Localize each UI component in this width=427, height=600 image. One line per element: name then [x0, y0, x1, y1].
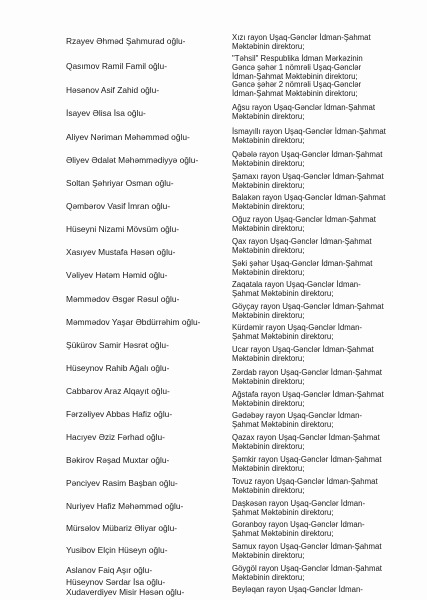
position-description: Zaqatala rayon Uşaq-Gənclər İdman- Şahmat Məktəbinin direktoru; — [232, 280, 361, 298]
person-name: Hüseyni Nizami Mövsüm oğlu- — [66, 224, 180, 234]
person-name: Fərzəliyev Abbas Hafiz oğlu- — [66, 409, 173, 419]
position-description: Balakən rayon Uşaq-Gənclər İdman-Şahmat Məktəbinin direktoru; — [232, 193, 386, 211]
position-description: Zərdab rayon Uşaq-Gənclər İdman-Şahmat Məktəbinin direktoru; — [232, 368, 382, 386]
person-name: Aslanov Faiq Aşır oğlu- — [66, 565, 153, 575]
position-description: Samux rayon Uşaq-Gənclər İdman-Şahmat Məktəbinin direktoru; — [232, 542, 382, 560]
person-name: Hüseynov Sərdar İsa oğlu- — [66, 577, 166, 587]
person-name: Rzayev Əhməd Şahmurad oğlu- — [66, 36, 186, 46]
position-description: Göygöl rayon Uşaq-Gənclər İdman-Şahmat Məktəbinin direktoru; — [232, 564, 382, 582]
position-description: Qazax rayon Uşaq-Gənclər İdman-Şahmat Məktəbinin direktoru; — [232, 433, 380, 451]
position-description: İsmayıllı rayon Uşaq-Gənclər İdman-Şahmat Məktəbinin direktoru; — [232, 127, 386, 145]
person-name: Məmmədov Yaşar Əbdürrəhim oğlu- — [66, 317, 201, 327]
position-description: Gədəbəy rayon Uşaq-Gənclər İdman- Şahmat Məktəbinin direktoru; — [232, 411, 363, 429]
person-name: Cabbarov Araz Alqayıt oğlu- — [66, 386, 170, 396]
position-description: "Təhsil" Respublika İdman Mərkəzinin Gəncə şəhər 1 nömrəli Uşaq-Gənclər İdman-Şahmat Məktəbinin direktoru; — [232, 54, 363, 81]
person-name: Məmmədov Əsgər Rəsul oğlu- — [66, 294, 180, 304]
position-description: Şamaxı rayon Uşaq-Gənclər İdman-Şahmat Məktəbinin direktoru; — [232, 172, 384, 190]
person-name: Qasımov Ramil Famil oğlu- — [66, 61, 167, 71]
person-name: Hüseynov Rahib Ağalı oğlu- — [66, 363, 170, 373]
person-name: Yusibov Elçin Hüseyn oğlu- — [66, 545, 168, 555]
person-name: Şükürov Samir Həsrət oğlu- — [66, 340, 169, 350]
person-name: Soltan Şəhriyar Osman oğlu- — [66, 178, 174, 188]
position-description: Ağstafa rayon Uşaq-Gənclər İdman-Şahmat Məktəbinin direktoru; — [232, 390, 384, 408]
position-description: Gəncə şəhər 2 nömrəli Uşaq-Gənclər İdman-Şahmat Məktəbinin direktoru; — [232, 80, 362, 98]
position-description: Xızı rayon Uşaq-Gənclər İdman-Şahmat Məktəbinin direktoru; — [232, 33, 371, 51]
position-description: Şəki şəhər Uşaq-Gənclər İdman-Şahmat Məktəbinin direktoru; — [232, 259, 373, 277]
position-description: Göyçay rayon Uşaq-Gənclər İdman-Şahmat Məktəbinin direktoru; — [232, 302, 384, 320]
position-description: Tovuz rayon Uşaq-Gənclər İdman-Şahmat Məktəbinin direktoru; — [232, 477, 378, 495]
person-name: Bəkirov Rəşad Muxtar oğlu- — [66, 455, 170, 465]
person-name: Əliyev Ədalət Məhəmmədiyyə oğlu- — [66, 155, 199, 165]
position-description: Qax rayon Uşaq-Gənclər İdman-Şahmat Məktəbinin direktoru; — [232, 237, 372, 255]
person-name: İsayev Əlisa İsa oğlu- — [66, 108, 146, 118]
person-name: Həsənov Asif Zahid oğlu- — [66, 85, 160, 95]
position-description: Goranboy rayon Uşaq-Gənclər İdman- Şahmat Məktəbinin direktoru; — [232, 520, 365, 538]
person-name: Nuriyev Hafiz Məhəmməd oğlu- — [66, 501, 184, 511]
position-description: Ucar rayon Uşaq-Gənclər İdman-Şahmat Məktəbinin direktoru; — [232, 345, 374, 363]
person-name: Pənciyev Rasim Başban oğlu- — [66, 478, 178, 488]
person-name: Xasıyev Mustafa Həsən oğlu- — [66, 247, 176, 257]
position-description: Kürdəmir rayon Uşaq-Gənclər İdman- Şahmat Məktəbinin direktoru; — [232, 323, 362, 341]
person-name: Vəliyev Hətəm Həmid oğlu- — [66, 270, 168, 280]
position-description: Daşkəsən rayon Uşaq-Gənclər İdman- Şahmat Məktəbinin direktoru; — [232, 499, 366, 517]
person-name: Xudaverdiyev Misir Həsən oğlu- — [66, 587, 185, 597]
person-name: Qəmbərov Vasif İmran oğlu- — [66, 201, 171, 211]
position-description: Beyləqan rayon Uşaq-Gənclər İdman- — [232, 585, 363, 594]
position-description: Oğuz rayon Uşaq-Gənclər İdman-Şahmat Məktəbinin direktoru; — [232, 215, 376, 233]
person-name: Aliyev Nəriman Məhəmməd oğlu- — [66, 132, 190, 142]
position-description: Şəmkir rayon Uşaq-Gənclər İdman-Şahmat Məktəbinin direktoru; — [232, 455, 382, 473]
position-description: Qəbələ rayon Uşaq-Gənclər İdman-Şahmat Məktəbinin direktoru; — [232, 150, 383, 168]
position-description: Ağsu rayon Uşaq-Gənclər İdman-Şahmat Məktəbinin direktoru; — [232, 103, 376, 121]
person-name: Mürsəlov Mübariz Əliyar oğlu- — [66, 523, 178, 533]
person-name: Hacıyev Əziz Fərhad oğlu- — [66, 432, 165, 442]
